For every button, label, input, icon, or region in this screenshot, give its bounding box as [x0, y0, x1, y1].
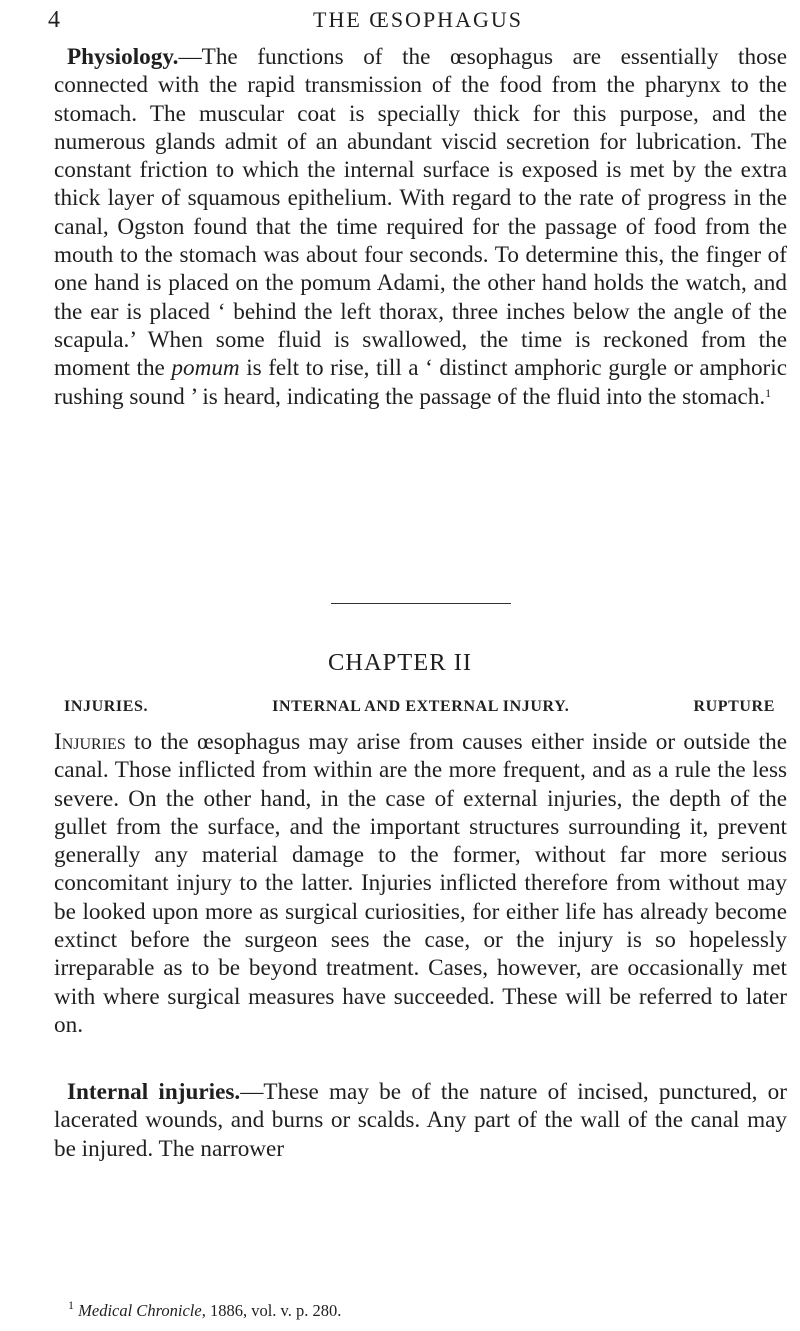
footnote-marker: 1: [68, 1298, 74, 1312]
physiology-heading: Physiology.: [67, 44, 179, 70]
page-header: [48, 5, 788, 35]
chapter-subtitle: [64, 696, 775, 718]
footnote-source: Medical Chronicle: [78, 1301, 202, 1320]
chapter-subtitle-part-1: INJURIES.: [64, 698, 149, 715]
pomum-italic: pomum: [171, 355, 240, 382]
internal-injuries-text: —These may be of the nature of incised, punctured, or lacerated wounds, and burns or scalds. Any part of the wall of the canal may be injured. The narrower: [54, 1079, 787, 1162]
physiology-paragraph: [54, 43, 787, 411]
physiology-text-end: is felt to rise, till a ‘ distinct amphoric gurgle or amphoric rushing sound ’ is heard, indicating the passage of the fluid into the stomach.: [54, 355, 787, 410]
chapter-subtitle-part-2: INTERNAL AND EXTERNAL INJURY.: [272, 698, 570, 715]
running-head: THE ŒSOPHAGUS: [313, 7, 523, 32]
chapter-subtitle-part-3: RUPTURE: [693, 698, 775, 715]
internal-injuries-heading: Internal injuries.: [67, 1079, 241, 1105]
injuries-lead: Injuries: [54, 729, 126, 755]
footnote: [68, 1300, 768, 1322]
internal-injuries-paragraph: [54, 1078, 787, 1163]
footnote-details: , 1886, vol. v. p. 280.: [201, 1301, 342, 1320]
section-divider-rule: [331, 603, 511, 604]
footnote-reference: 1: [765, 385, 772, 400]
injuries-text: to the œsophagus may arise from causes either inside or outside the canal. Those inflicted from within are the more frequent, and as a rule the less severe. On the other hand, in the case of external injuries, the depth of the gullet from the surface, and the important structures surrounding it, prevent generally any material damage to the former, without far more serious concomitant injury to the latter. Injuries inflicted therefore from without may be looked upon more as surgical curiosities, for either life has already become extinct before the surgeon sees the case, or the injury is so hopelessly irreparable as to be beyond treatment. Cases, however, are occasionally met with where surgical measures have succeeded. These will be referred to later on.: [54, 729, 787, 1038]
physiology-text: —The functions of the œsophagus are essentially those connected with the rapid transmission of the food from the pharynx to the stomach. The muscular coat is specially thick for this purpose, and the numerous glands admit of an abundant viscid secretion for lubrication. The constant friction to which the internal surface is exposed is met by the extra thick layer of squamous epithelium. With regard to the rate of progress in the canal, Ogston found that the time required for the passage of food from the mouth to the stomach was about four seconds. To determine this, the finger of one hand is placed on the pomum Adami, the other hand holds the watch, and the ear is placed ‘ behind the left thorax, three inches below the angle of the scapula.’ When some fluid is swallowed, the time is reckoned from the moment the: [54, 44, 787, 382]
page-number: 4: [48, 7, 60, 33]
injuries-paragraph: [54, 728, 787, 1039]
chapter-heading: CHAPTER II: [327, 649, 473, 676]
